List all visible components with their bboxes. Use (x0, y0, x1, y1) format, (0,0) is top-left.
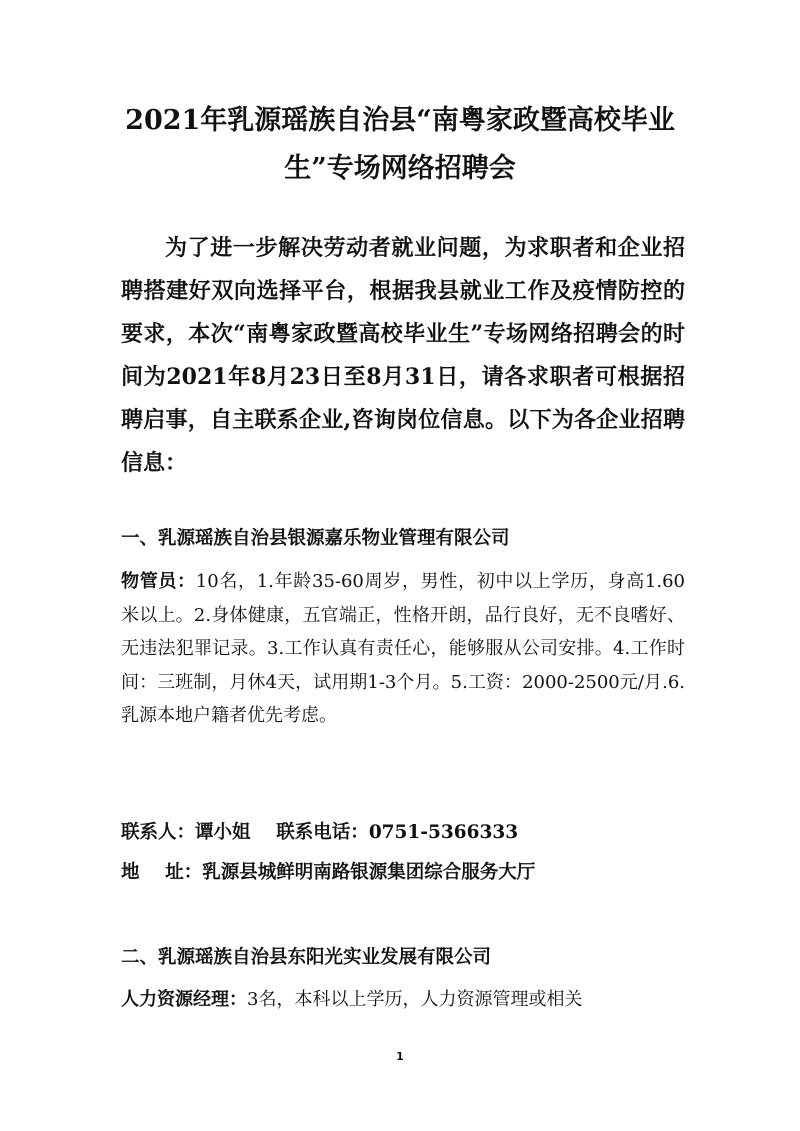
company-2-position-desc: 3名，本科以上学历，人力资源管理或相关 (247, 989, 583, 1010)
company-2-position-label: 人力资源经理： (121, 989, 247, 1010)
contact-person-label: 联系人： (121, 822, 196, 843)
document-title: 2021年乳源瑶族自治县“南粤家政暨高校毕业生”专场网络招聘会 (125, 105, 675, 184)
company-1-position-desc: 10名，1.年龄35-60周岁，男性，初中以上学历，身高1.60米以上。2.身体健康，五官端正，性格开朗，品行良好，无不良嗜好、无违法犯罪记录。3.工作认真有责任心，能够服从公司安排。4.工作时间：三班制，月休4天，试用期1-3个月。5.工资：2000-2500元/月.6.乳源本地户籍者优先考虑。 (121, 571, 686, 726)
phone-label: 联系电话： (276, 822, 369, 843)
company-2-position (121, 983, 685, 1017)
company-1-position-label: 物管员： (121, 571, 196, 592)
address-label: 地 址： (121, 862, 203, 883)
address: 乳源县城鲜明南路银源集团综合服务大厅 (202, 862, 536, 883)
company-1-heading: 一、乳源瑶族自治县银源嘉乐物业管理有限公司 (121, 528, 510, 549)
intro-paragraph: 为了进一步解决劳动者就业问题，为求职者和企业招聘搭建好双向选择平台，根据我县就业工作及疫情防控的要求，本次“南粤家政暨高校毕业生”专场网络招聘会的时间为2021年8月23日至8月31日，请各求职者可根据招聘启事，自主联系企业,咨询岗位信息。以下为各企业招聘信息： (121, 235, 685, 476)
company-1-address-line (121, 858, 685, 888)
company-1-contact-line (121, 818, 685, 848)
company-2-heading: 二、乳源瑶族自治县东阳光实业发展有限公司 (121, 947, 492, 968)
company-1-position (121, 565, 685, 733)
phone-number: 0751-5366333 (368, 822, 519, 843)
page-number: 1 (396, 1050, 404, 1063)
contact-person: 谭小姐 (195, 822, 251, 843)
